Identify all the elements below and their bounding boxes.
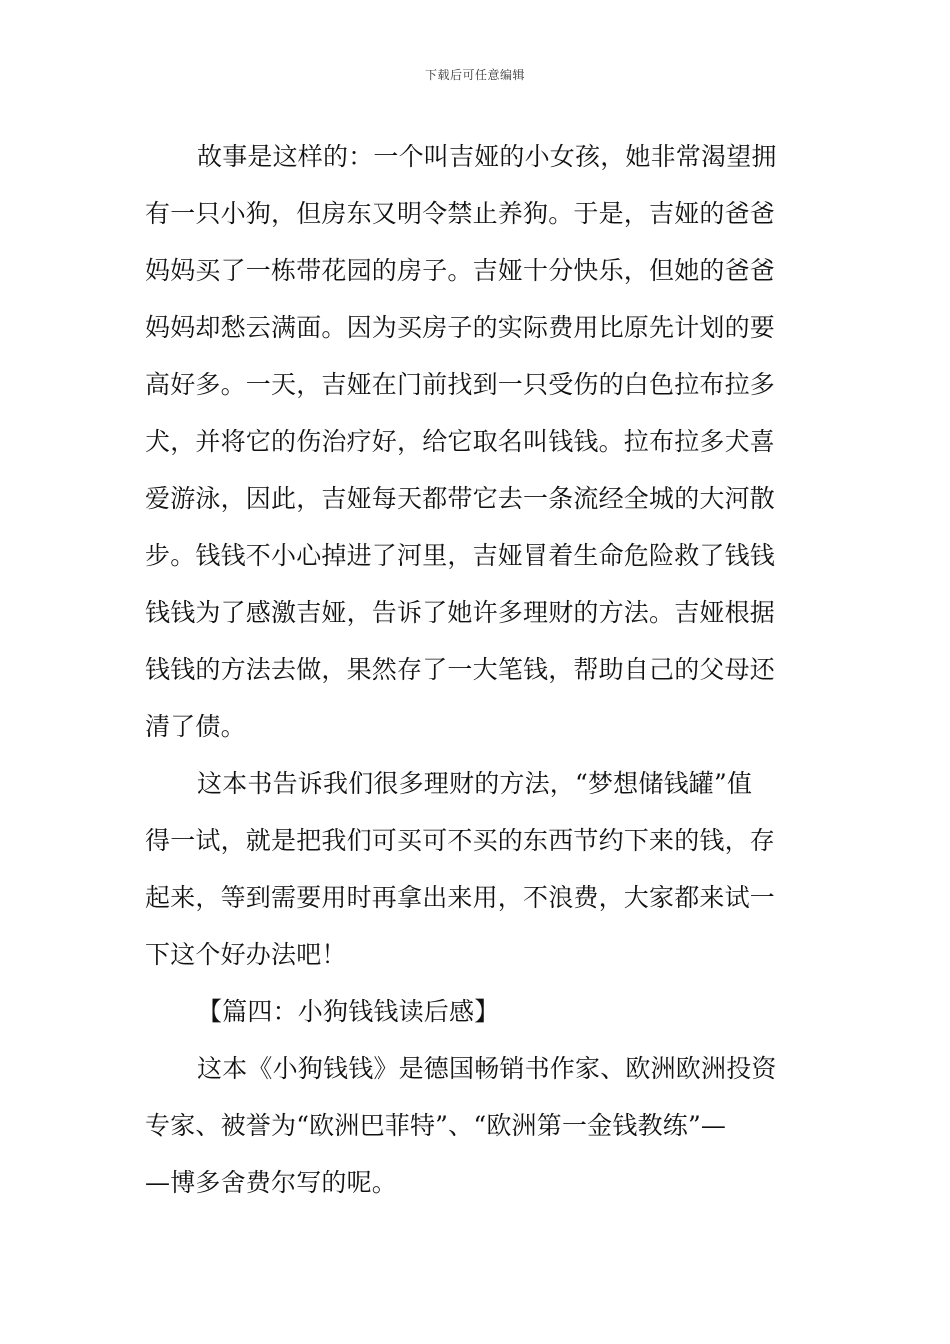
page-header: 下载后可任意编辑 bbox=[424, 68, 525, 82]
paragraph-line: 步。钱钱不小心掉进了河里，吉娅冒着生命危险救了钱钱 bbox=[145, 541, 776, 570]
paragraph-line: 爱游泳，因此，吉娅每天都带它去一条流经全城的大河散 bbox=[145, 484, 776, 513]
paragraph-line: 高好多。一天，吉娅在门前找到一只受伤的白色拉布拉多 bbox=[145, 370, 776, 399]
paragraph-line: 妈妈买了一栋带花园的房子。吉娅十分快乐，但她的爸爸 bbox=[145, 256, 776, 285]
paragraph-line: 起来，等到需要用时再拿出来用，不浪费，大家都来试一 bbox=[145, 883, 776, 912]
paragraph-line: 钱钱的方法去做，果然存了一大笔钱，帮助自己的父母还 bbox=[145, 655, 776, 684]
paragraph-line: 犬，并将它的伤治疗好，给它取名叫钱钱。拉布拉多犬喜 bbox=[145, 427, 776, 456]
section-heading: 【篇四：小狗钱钱读后感】 bbox=[197, 997, 500, 1026]
paragraph-line: 清了债。 bbox=[145, 712, 246, 741]
paragraph-line: 下这个好办法吧！ bbox=[145, 940, 347, 969]
paragraph-line: 专家、被誉为“欧洲巴菲特”、“欧洲第一金钱教练”— bbox=[145, 1111, 727, 1140]
paragraph-line: 妈妈却愁云满面。因为买房子的实际费用比原先计划的要 bbox=[145, 313, 776, 342]
paragraph-line: 钱钱为了感激吉娅，告诉了她许多理财的方法。吉娅根据 bbox=[145, 598, 776, 627]
paragraph-line: —博多舍费尔写的呢。 bbox=[145, 1168, 398, 1197]
paragraph-line: 这本书告诉我们很多理财的方法，“梦想储钱罐”值 bbox=[197, 769, 753, 798]
paragraph-line: 有一只小狗，但房东又明令禁止养狗。于是，吉娅的爸爸 bbox=[145, 199, 776, 228]
document-body bbox=[145, 128, 807, 1211]
paragraph-line: 故事是这样的：一个叫吉娅的小女孩，她非常渴望拥 bbox=[197, 142, 777, 171]
paragraph-line: 这本《小狗钱钱》是德国畅销书作家、欧洲欧洲投资 bbox=[197, 1054, 777, 1083]
paragraph-line: 得一试，就是把我们可买可不买的东西节约下来的钱，存 bbox=[145, 826, 776, 855]
